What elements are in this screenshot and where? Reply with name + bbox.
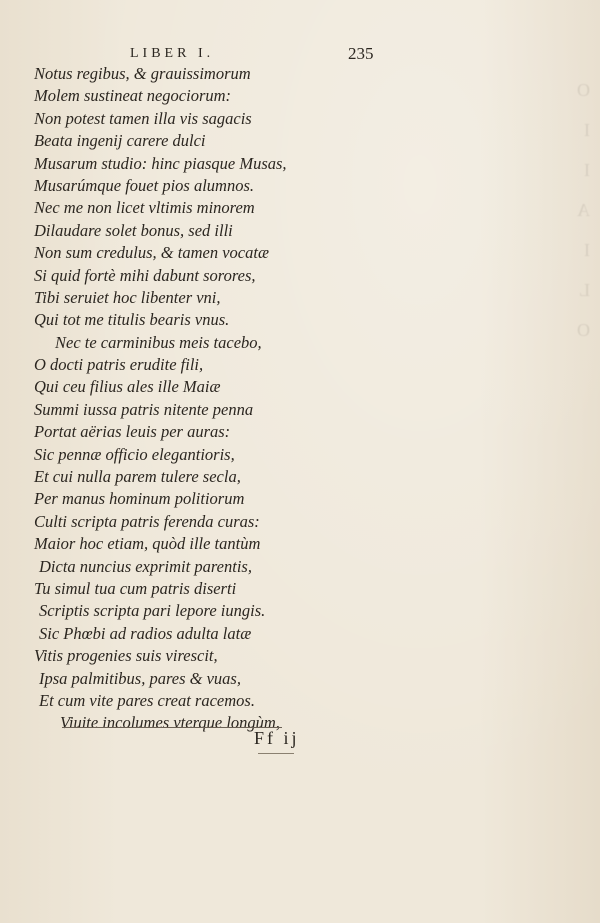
verse-line: Et cum vite pares creat racemos. [39, 690, 255, 710]
verse-line: Sic pennæ officio elegantioris, [34, 444, 235, 464]
verse-line: Non potest tamen illa vis sagacis [34, 108, 252, 128]
verse-line: Maior hoc etiam, quòd ille tantùm [34, 534, 261, 554]
signature-mark: Ff ij [254, 728, 300, 748]
verse-line: Nec me non licet vltimis minorem [34, 198, 255, 218]
verse-line: Musarum studio: hinc piasque Musas, [34, 153, 287, 173]
running-title: LIBER I. [130, 46, 215, 61]
rule-line [258, 753, 294, 754]
verse-line: Beata ingenij carere dulci [34, 131, 206, 151]
page-number: 235 [348, 44, 374, 63]
verse-block [0, 63, 600, 735]
verse-line: Summi iussa patris nitente penna [34, 399, 254, 419]
verse-line: Musarúmque fouet pios alumnos. [34, 175, 254, 195]
verse-line: Portat aërias leuis per auras: [34, 422, 231, 442]
verse-line: Non sum credulus, & tamen vocatæ [34, 243, 269, 263]
verse-line: Ipsa palmitibus, pares & vuas, [39, 668, 241, 688]
verse-line: Si quid fortè mihi dabunt sorores, [34, 265, 256, 285]
verse-line: Dilaudare solet bonus, sed illi [34, 220, 233, 240]
rule-line [62, 727, 282, 728]
verse-line: Tibi seruiet hoc libenter vni, [34, 287, 221, 307]
verse-line: Notus regibus, & grauissimorum [34, 64, 251, 83]
verse-line: Dicta nuncius exprimit parentis, [39, 556, 252, 576]
verse-line: Culti scripta patris ferenda curas: [34, 511, 260, 531]
verse-line: Qui ceu filius ales ille Maiæ [34, 377, 221, 397]
verse-line: Scriptis scripta pari lepore iungis. [39, 601, 266, 621]
show-through-text: O I I A I L O [577, 80, 590, 340]
verse-line: Vitis progenies suis virescit, [34, 646, 218, 666]
verse-line: Nec te carminibus meis tacebo, [55, 332, 262, 352]
verse-line: Qui tot me titulis bearis vnus. [34, 310, 230, 330]
verse-line: O docti patris erudite fili, [34, 355, 204, 375]
verse-line: Viuite incolumes vterque longùm, [60, 713, 280, 733]
verse-line: Per manus hominum politiorum [34, 489, 245, 509]
verse-line: Tu simul tua cum patris diserti [34, 578, 237, 598]
verse-line: Molem sustineat negociorum: [34, 86, 232, 106]
verse-line: Et cui nulla parem tulere secla, [34, 467, 241, 487]
verse-line: Sic Phœbi ad radios adulta latæ [39, 623, 252, 643]
